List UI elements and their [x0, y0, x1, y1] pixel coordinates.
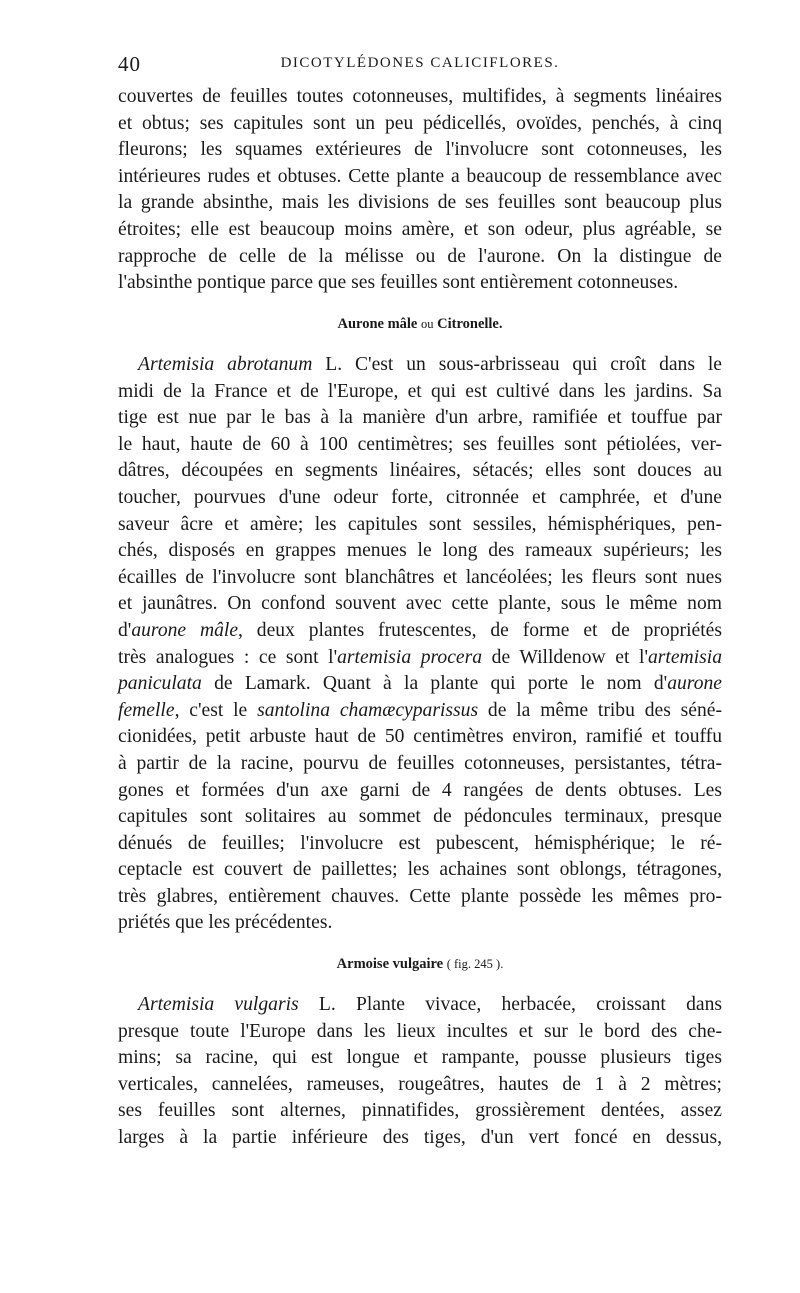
italic-run: artemisia: [647, 646, 723, 668]
text-run: , c'est le: [174, 699, 258, 721]
text-run: presque toute l'Europe dans les lieux incultes et sur le bord des che-: [118, 1020, 722, 1042]
text-line: [118, 485, 722, 512]
text-line: [118, 1072, 722, 1099]
text-run: tige est nue par le bas à la manière d'un arbre, ramifiée et touffue par: [118, 407, 722, 429]
text-run: ceptacle est couvert de paillettes; les achaines sont oblongs, tétragones,: [118, 859, 722, 881]
text-run: chés, disposés en grappes menues le long des rameaux supérieurs; les: [118, 540, 722, 562]
text-run: larges à la partie inférieure des tiges, d'un vert foncé en dessus,: [118, 1126, 722, 1148]
italic-run: artemisia procera: [337, 646, 483, 668]
text-run: ses feuilles sont alternes, pinnatifides, grossièrement dentées, assez: [118, 1100, 722, 1122]
text-line: [118, 671, 722, 698]
text-run: toucher, pourvues d'une odeur forte, citronnée et camphrée, et d'une: [118, 486, 722, 508]
text-line: [118, 1019, 722, 1046]
italic-run: femelle: [118, 699, 175, 721]
text-run: et obtus; ses capitules sont un peu pédicellés, ovoïdes, penchés, à cinq: [118, 112, 722, 134]
heading-title: Armoise vulgaire: [336, 956, 444, 972]
text-line: [118, 538, 722, 565]
section-heading-armoise-vulgaire: [118, 956, 722, 973]
text-line: [118, 857, 722, 884]
italic-run: aurone: [667, 673, 722, 695]
heading-title: Aurone mâle: [337, 316, 418, 332]
text-line: [118, 618, 722, 645]
text-run: L. Plante vivace, herbacée, croissant dans: [298, 994, 722, 1015]
text-line: [118, 565, 722, 592]
text-run: d': [118, 619, 132, 641]
text-line: [118, 751, 722, 778]
paragraph-absinthe-continuation: [118, 84, 722, 297]
page-header: [118, 52, 722, 80]
text-line: [118, 591, 722, 618]
text-line: [118, 244, 722, 271]
text-line: [118, 831, 722, 858]
text-run: étroites; elle est beaucoup moins amère, et son odeur, plus agréable, se: [118, 218, 722, 240]
text-run: l'absinthe pontique parce que ses feuilles sont entièrement cotonneuses.: [118, 272, 679, 294]
text-line: [118, 698, 722, 725]
text-run: de la même tribu des séné-: [478, 699, 722, 721]
heading-conjunction: ou: [421, 317, 434, 331]
text-run: couvertes de feuilles toutes cotonneuses, multifides, à segments linéaires: [118, 86, 722, 107]
text-line: [118, 432, 722, 459]
text-line: [118, 352, 722, 379]
text-run: dénués de feuilles; l'involucre est pubescent, hémisphérique; le ré-: [118, 832, 722, 854]
text-run: très glabres, entièrement chauves. Cette plante possède les mêmes pro-: [118, 885, 722, 907]
text-line: [118, 190, 722, 217]
text-line: [118, 645, 722, 672]
text-run: très analogues : ce sont l': [118, 646, 338, 668]
text-run: priétés que les précédentes.: [118, 912, 333, 934]
text-line: [118, 992, 722, 1019]
text-run: dâtres, découpées en segments linéaires, sétacés; elles sont douces au: [118, 460, 722, 482]
text-line: [118, 724, 722, 751]
running-head: DICOTYLÉDONES CALICIFLORES.: [280, 55, 560, 71]
italic-run: santolina chamæcyparissus: [257, 699, 479, 721]
text-line: [118, 884, 722, 911]
text-line: [118, 379, 722, 406]
text-line: [118, 1045, 722, 1072]
text-run: fleurons; les squames extérieures de l'involucre sont cotonneuses, les: [118, 139, 722, 161]
text-line: [118, 405, 722, 432]
text-run: le haut, haute de 60 à 100 centimètres; ses feuilles sont pétiolées, ver-: [118, 433, 722, 455]
italic-run: paniculata: [118, 673, 202, 695]
text-line: [118, 164, 722, 191]
text-line: [118, 84, 722, 111]
text-line: [118, 512, 722, 539]
italic-run: Artemisia abrotanum: [138, 354, 313, 375]
text-run: rapproche de celle de la mélisse ou de l'aurone. On la distingue de: [118, 245, 722, 267]
text-line: [118, 458, 722, 485]
text-line: [118, 1098, 722, 1125]
text-line: [118, 778, 722, 805]
text-run: écailles de l'involucre sont blanchâtres et lancéolées; les fleurs sont nues: [118, 566, 722, 588]
italic-run: aurone mâle: [131, 619, 239, 641]
text-run: intérieures rudes et obtuses. Cette plante a beaucoup de ressemblance avec: [118, 165, 722, 187]
text-run: capitules sont solitaires au sommet de pédoncules terminaux, presque: [118, 806, 722, 828]
heading-subtitle: Citronelle.: [437, 316, 503, 332]
text-line: [118, 910, 722, 937]
text-line: [118, 111, 722, 138]
text-run: saveur âcre et amère; les capitules sont sessiles, hémisphériques, pen-: [118, 513, 722, 535]
text-run: et jaunâtres. On confond souvent avec cette plante, sous le même nom: [118, 593, 722, 615]
paragraph-artemisia-abrotanum: [118, 352, 722, 937]
text-run: , deux plantes frutescentes, de forme et de propriétés: [238, 619, 722, 641]
text-run: cionidées, petit arbuste haut de 50 centimètres environ, ramifié et touffu: [118, 726, 722, 748]
text-line: [118, 137, 722, 164]
text-run: L. C'est un sous-arbrisseau qui croît dans le: [312, 354, 723, 375]
text-run: la grande absinthe, mais les divisions de ses feuilles sont beaucoup plus: [118, 192, 722, 214]
text-line: [118, 804, 722, 831]
text-run: midi de la France et de l'Europe, et qui est cultivé dans les jardins. Sa: [118, 380, 722, 402]
figure-reference: ( fig. 245 ).: [446, 957, 504, 971]
italic-run: Artemisia vulgaris: [138, 994, 299, 1015]
paragraph-artemisia-vulgaris: [118, 992, 722, 1152]
page-number: 40: [118, 52, 141, 76]
text-run: à partir de la racine, pourvu de feuilles cotonneuses, persistantes, tétra-: [118, 752, 722, 774]
text-line: [118, 217, 722, 244]
text-run: de Lamark. Quant à la plante qui porte le nom d': [201, 673, 668, 695]
section-heading-aurone-male: [118, 316, 722, 333]
text-run: de Willdenow et l': [482, 646, 648, 668]
text-run: mins; sa racine, qui est longue et rampante, pousse plusieurs tiges: [118, 1047, 722, 1069]
text-line: [118, 1125, 722, 1152]
text-line: [118, 270, 722, 297]
text-run: gones et formées d'un axe garni de 4 rangées de dents obtuses. Les: [118, 779, 722, 801]
text-run: verticales, cannelées, rameuses, rougeâtres, hautes de 1 à 2 mètres;: [118, 1073, 722, 1095]
